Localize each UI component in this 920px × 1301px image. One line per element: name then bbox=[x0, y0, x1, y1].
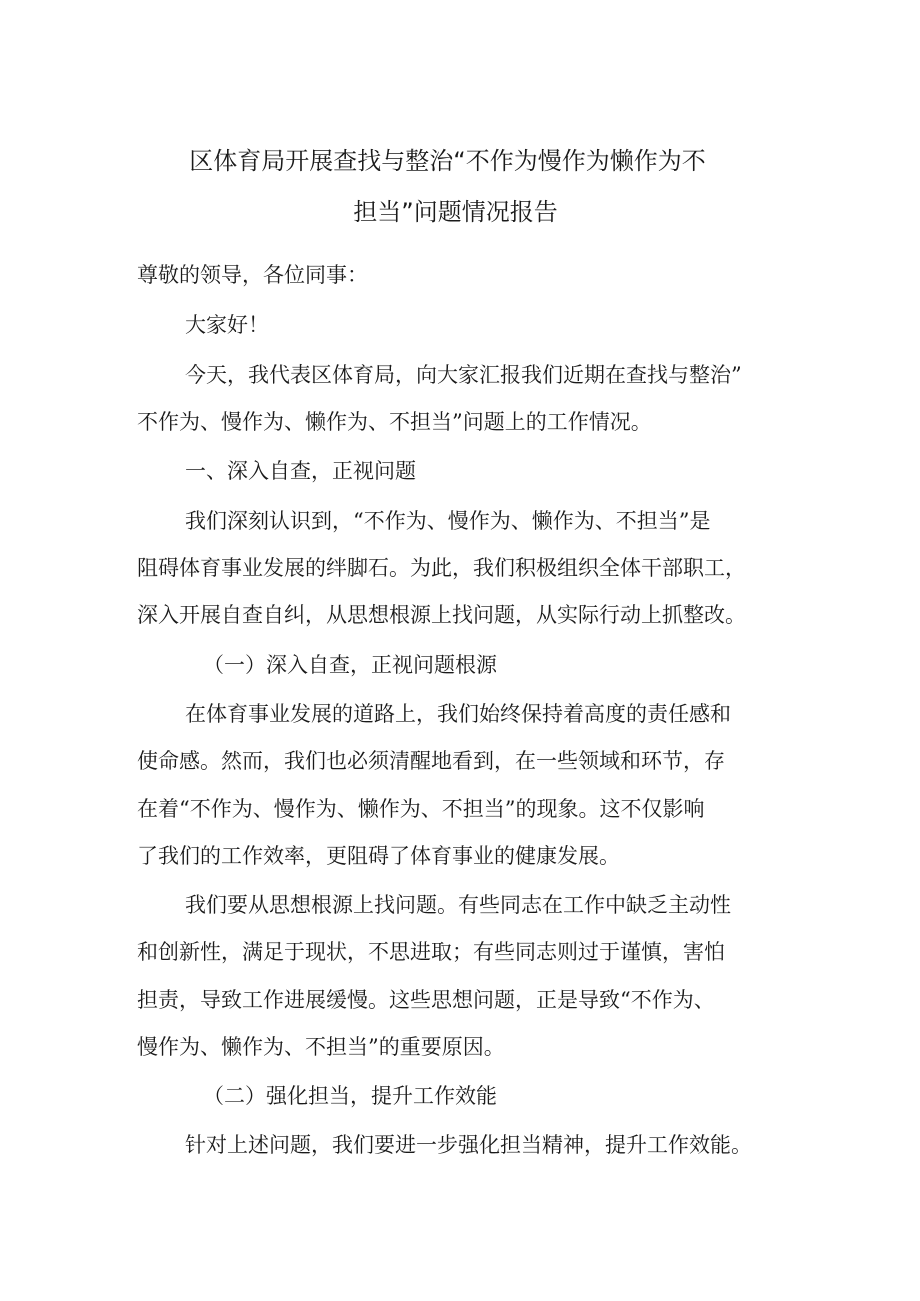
salutation: 尊敬的领导，各位同事： bbox=[137, 263, 368, 287]
body-line: 慢作为、懒作为、不担当”的重要原因。 bbox=[137, 1035, 505, 1059]
body-line: 阻碍体育事业发展的绊脚石。为此，我们积极组织全体干部职工， bbox=[137, 556, 746, 580]
body-line: 针对上述问题，我们要进一步强化担当精神，提升工作效能。 bbox=[185, 1133, 752, 1157]
body-line: 和创新性，满足于现状，不思进取；有些同志则过于谨慎，害怕 bbox=[137, 940, 725, 964]
report-title-line-1: 区体育局开展查找与整治“不作为慢作为懒作为不 bbox=[189, 147, 706, 175]
body-line: 使命感。然而，我们也必须清醒地看到，在一些领域和环节，存 bbox=[137, 749, 725, 773]
body-line: 今天，我代表区体育局，向大家汇报我们近期在查找与整治” bbox=[185, 363, 742, 387]
report-title-line-2: 担当”问题情况报告 bbox=[353, 198, 558, 226]
greeting: 大家好！ bbox=[185, 313, 269, 337]
subsection-heading-1: （一）深入自查，正视问题根源 bbox=[203, 653, 497, 677]
subsection-heading-2: （二）强化担当，提升工作效能 bbox=[203, 1084, 497, 1108]
section-heading-1: 一、深入自查，正视问题 bbox=[185, 459, 416, 483]
body-line: 在着“不作为、慢作为、懒作为、不担当”的现象。这不仅影响 bbox=[137, 797, 705, 821]
body-line: 了我们的工作效率，更阻碍了体育事业的健康发展。 bbox=[137, 844, 620, 868]
body-line: 我们深刻认识到，“不作为、慢作为、懒作为、不担当”是 bbox=[185, 509, 711, 533]
body-line: 我们要从思想根源上找问题。有些同志在工作中缺乏主动性 bbox=[185, 893, 731, 917]
body-line: 深入开展自查自纠，从思想根源上找问题，从实际行动上抓整改。 bbox=[137, 603, 746, 627]
body-line: 不作为、慢作为、懒作为、不担当”问题上的工作情况。 bbox=[137, 410, 652, 434]
body-line: 担责，导致工作进展缓慢。这些思想问题，正是导致“不作为、 bbox=[137, 988, 715, 1012]
body-line: 在体育事业发展的道路上，我们始终保持着高度的责任感和 bbox=[185, 702, 731, 726]
